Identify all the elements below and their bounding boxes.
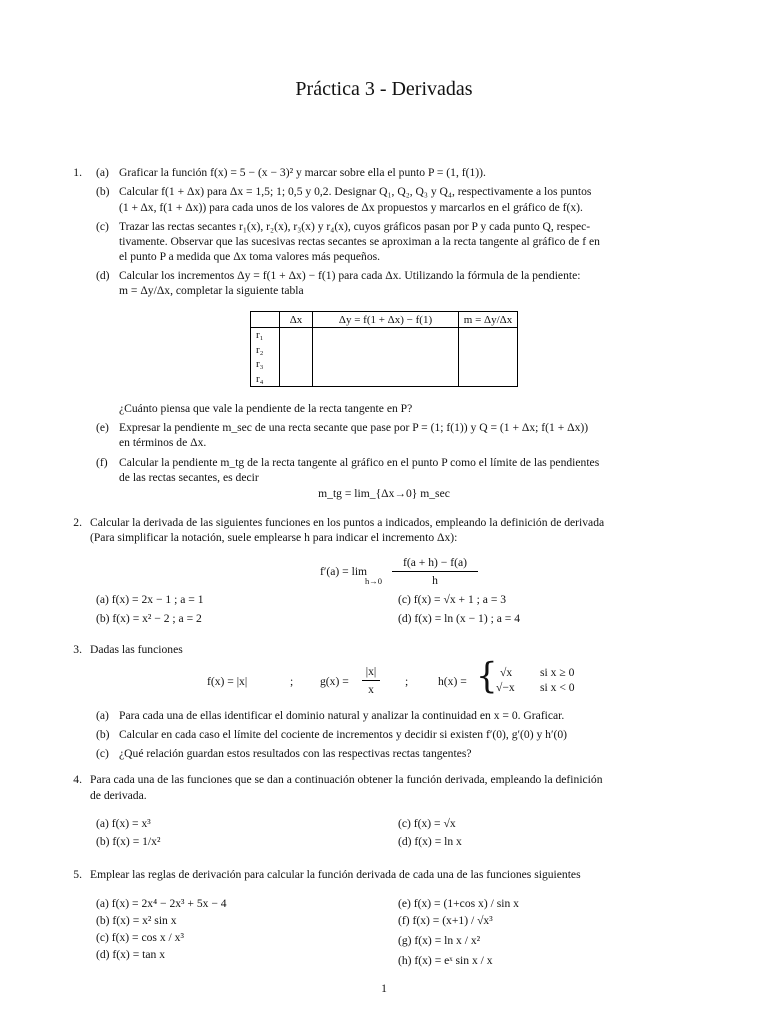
q3-f-definition: f(x) = |x|	[207, 675, 248, 688]
slope-table-cell-dy	[313, 328, 459, 387]
q3-g-denominator: x	[368, 683, 374, 696]
q3-b-text: Calcular en cada caso el límite del cociente de incrementos y decidir si existen f′(0), g′(0) y h′(0)	[119, 728, 567, 741]
q4-number: 4.	[73, 773, 82, 786]
q1-c-label: (c)	[96, 220, 109, 233]
q5-item-f: (f) f(x) = (x+1) / √x³	[398, 914, 493, 927]
q5-item-a: (a) f(x) = 2x⁴ − 2x³ + 5x − 4	[96, 897, 227, 910]
page-number: 1	[381, 982, 387, 995]
q2-line1: Calcular la derivada de las siguientes funciones en los puntos a indicados, empleando la definición de derivada	[90, 516, 605, 529]
q1-d-label: (d)	[96, 269, 110, 282]
left-brace-icon: {	[476, 655, 498, 697]
q2-number: 2.	[73, 516, 82, 529]
q3-h-cond2: si x < 0	[540, 681, 575, 694]
q3-a-text: Para cada una de ellas identificar el dominio natural y analizar la continuidad en x = 0. Graficar.	[119, 709, 565, 722]
q1-c-line1: Trazar las rectas secantes r₁(x), r₂(x), r₃(x) y r₄(x), cuyos gráficos pasan por P y cada punto Q, respec-	[119, 220, 591, 233]
q2-item-c: (c) f(x) = √x + 1 ; a = 3	[398, 593, 507, 606]
q1-e-line1: Expresar la pendiente m_sec de una recta secante que pase por P = (1; f(1)) y Q = (1 + Δx; f(1 + Δx))	[119, 421, 589, 434]
q3-number: 3.	[73, 643, 82, 656]
slope-table-cell-dx	[280, 328, 313, 387]
q3-separator: ;	[405, 675, 409, 688]
q3-g-fraction-bar	[362, 680, 380, 681]
q3-h-cond1: si x ≥ 0	[540, 666, 575, 679]
q1-d-line1: Calcular los incrementos Δy = f(1 + Δx) − f(1) para cada Δx. Utilizando la fórmula de la pendiente:	[119, 269, 581, 282]
slope-table	[250, 311, 518, 387]
q5-item-d: (d) f(x) = tan x	[96, 948, 165, 961]
q3-intro: Dadas las funciones	[90, 643, 183, 656]
q2-formula-denominator: h	[432, 574, 438, 587]
q4-line1: Para cada una de las funciones que se dan a continuación obtener la función derivada, empleando la definición	[90, 773, 603, 786]
q1-a-label: (a)	[96, 166, 109, 179]
q1-number: 1.	[73, 166, 82, 179]
table-row-label: r₃	[256, 358, 264, 370]
q2-line2: (Para simplificar la notación, suele emplearse h para indicar el incremento Δx):	[90, 531, 458, 544]
q5-item-b: (b) f(x) = x² sin x	[96, 914, 177, 927]
q1-f-line1: Calcular la pendiente m_tg de la recta tangente al gráfico en el punto P como el límite de las pendientes	[119, 456, 600, 469]
q3-b-label: (b)	[96, 728, 110, 741]
slope-table-cell-m	[459, 328, 518, 387]
slope-table-header-dx: Δx	[280, 312, 313, 328]
q3-a-label: (a)	[96, 709, 109, 722]
q1-d-line2: m = Δy/Δx, completar la siguiente tabla	[119, 284, 304, 297]
table-row-label: r₂	[256, 343, 264, 356]
q1-a-text: Graficar la función f(x) = 5 − (x − 3)² y marcar sobre ella el punto P = (1, f(1)).	[119, 166, 486, 179]
slope-table-header-row	[251, 312, 518, 328]
slope-table-body-row	[251, 328, 518, 387]
q2-item-d: (d) f(x) = ln (x − 1) ; a = 4	[398, 612, 520, 625]
slope-table-header-dy: Δy = f(1 + Δx) − f(1)	[313, 312, 459, 328]
q2-formula-lhs: f′(a) = lim	[320, 565, 368, 578]
table-row-label: r₄	[256, 372, 264, 385]
q4-line2: de derivada.	[90, 789, 147, 802]
q3-h-case2: √−x	[496, 681, 515, 694]
slope-table-row-labels	[251, 328, 280, 387]
q3-c-text: ¿Qué relación guardan estos resultados con las respectivas rectas tangentes?	[119, 747, 472, 760]
q1-c-line3: el punto P a medida que Δx toma valores más pequeños.	[119, 250, 381, 263]
q4-item-d: (d) f(x) = ln x	[398, 835, 462, 848]
q2-formula-numerator: f(a + h) − f(a)	[403, 556, 467, 569]
q5-item-h: (h) f(x) = eˣ sin x / x	[398, 954, 493, 967]
q3-g-numerator: |x|	[365, 665, 377, 678]
q1-b-line2: (1 + Δx, f(1 + Δx)) para cada unos de los valores de Δx propuestos y marcarlos en el gráfico de f(x).	[119, 201, 583, 214]
q3-h-lhs: h(x) =	[438, 675, 467, 688]
q2-item-b: (b) f(x) = x² − 2 ; a = 2	[96, 612, 202, 625]
q4-item-b: (b) f(x) = 1/x²	[96, 835, 161, 848]
q2-formula-fraction-bar	[392, 571, 478, 572]
q5-intro: Emplear las reglas de derivación para calcular la función derivada de cada una de las funciones siguientes	[90, 868, 581, 881]
q1-f-limit-formula: m_tg = lim_{Δx→0} m_sec	[318, 487, 450, 500]
q4-item-c: (c) f(x) = √x	[398, 817, 456, 830]
q5-item-g: (g) f(x) = ln x / x²	[398, 934, 481, 947]
table-row-label: r₁	[256, 329, 264, 341]
q5-item-c: (c) f(x) = cos x / x³	[96, 931, 184, 944]
q1-e-line2: en términos de Δx.	[119, 436, 207, 449]
q1-tangent-question: ¿Cuánto piensa que vale la pendiente de la recta tangente en P?	[119, 402, 413, 415]
q1-b-label: (b)	[96, 185, 110, 198]
q1-e-label: (e)	[96, 421, 109, 434]
q1-f-line2: de las rectas secantes, es decir	[119, 471, 259, 484]
q1-b-line1: Calcular f(1 + Δx) para Δx = 1,5; 1; 0,5 y 0,2. Designar Q₁, Q₂, Q₃ y Q₄, respectivamente a los puntos	[119, 185, 592, 198]
slope-table-header-m: m = Δy/Δx	[459, 312, 518, 328]
q2-formula-limit-sub: h→0	[365, 576, 382, 586]
q4-item-a: (a) f(x) = x³	[96, 817, 151, 830]
q1-f-label: (f)	[96, 456, 108, 469]
q2-item-a: (a) f(x) = 2x − 1 ; a = 1	[96, 593, 204, 606]
page-title: Práctica 3 - Derivadas	[295, 78, 473, 100]
q3-c-label: (c)	[96, 747, 109, 760]
q3-h-case1: √x	[500, 666, 513, 679]
q3-separator: ;	[290, 675, 294, 688]
slope-table-header-blank	[251, 312, 280, 328]
q5-item-e: (e) f(x) = (1+cos x) / sin x	[398, 897, 519, 910]
q5-number: 5.	[73, 868, 82, 881]
q3-g-lhs: g(x) =	[320, 675, 349, 688]
q1-c-line2: tivamente. Observar que las sucesivas rectas secantes se aproximan a la recta tangente al gráfico de f en	[119, 235, 600, 248]
